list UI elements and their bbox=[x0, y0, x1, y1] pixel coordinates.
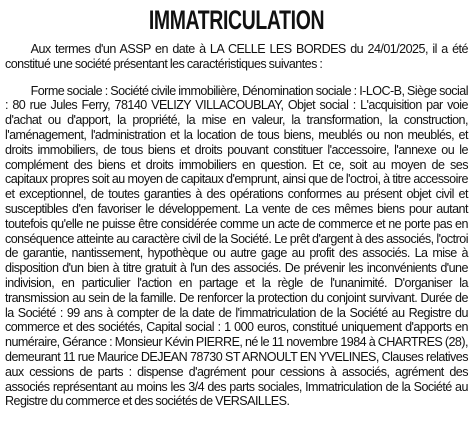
notice-title: IMMATRICULATION bbox=[148, 5, 325, 35]
notice-intro-paragraph: Aux termes d'un ASSP en date à LA CELLE LES BORDES du 24/01/2025, il a été constitué une société présentant les caractéristiques suivantes : bbox=[5, 41, 468, 71]
notice-body-paragraph: Forme sociale : Société civile immobilière, Dénomination sociale : I-LOC-B, Siège social : 80 rue Jules Ferry, 78140 VELIZY VILLACOUBLAY, Objet social : L'acquisition par voie d'achat ou d'apport, la propriété, la mise en valeur, la transformation, la construction, l'aménagement, l'administration et la location de tous biens, meublés ou non meublés, et droits immobiliers, de tous biens et droits pouvant constituer l'accessoire, l'annexe ou le complément des biens et droits immobiliers en question. Et ce, soit au moyen de ses capitaux propres soit au moyen de capitaux d'emprunt, ainsi que de l'octroi, à titre accessoire et exceptionnel, de toutes garanties à des opérations conformes au présent objet civil et susceptibles d'en favoriser le développement. La vente de ces mêmes biens pour autant toutefois qu'elle ne puisse être considérée comme un acte de commerce et ne porte pas en conséquence atteinte au caractère civil de la Société. Le prêt d'argent à des associés, l'octroi de garantie, nantissement, hypothèque ou autre gage au profit des associés. La mise à disposition d'un bien à titre gratuit à l'un des associés. De prévenir les inconvénients d'une indivision, en particulier l'action en partage et la règle de l'unanimité. D'organiser la transmission au sein de la famille. De renforcer la protection du conjoint survivant. Durée de la Société : 99 ans à compter de la date de l'immatriculation de la Société au Registre du commerce et des sociétés, Capital social : 1 000 euros, constitué uniquement d'apports en numéraire, Gérance : Monsieur Kévin PIERRE, né le 11 novembre 1984 à CHARTRES (28), demeurant 11 rue Maurice DEJEAN 78730 ST ARNOULT EN YVELINES, Clauses relatives aux cessions de parts : dispense d'agrément pour cessions à associés, agrément des associés représentant au moins les 3/4 des parts sociales, Immatriculation de la Société au Registre du commerce et des sociétés de VERSAILLES. bbox=[5, 82, 468, 409]
legal-notice bbox=[5, 4, 468, 409]
